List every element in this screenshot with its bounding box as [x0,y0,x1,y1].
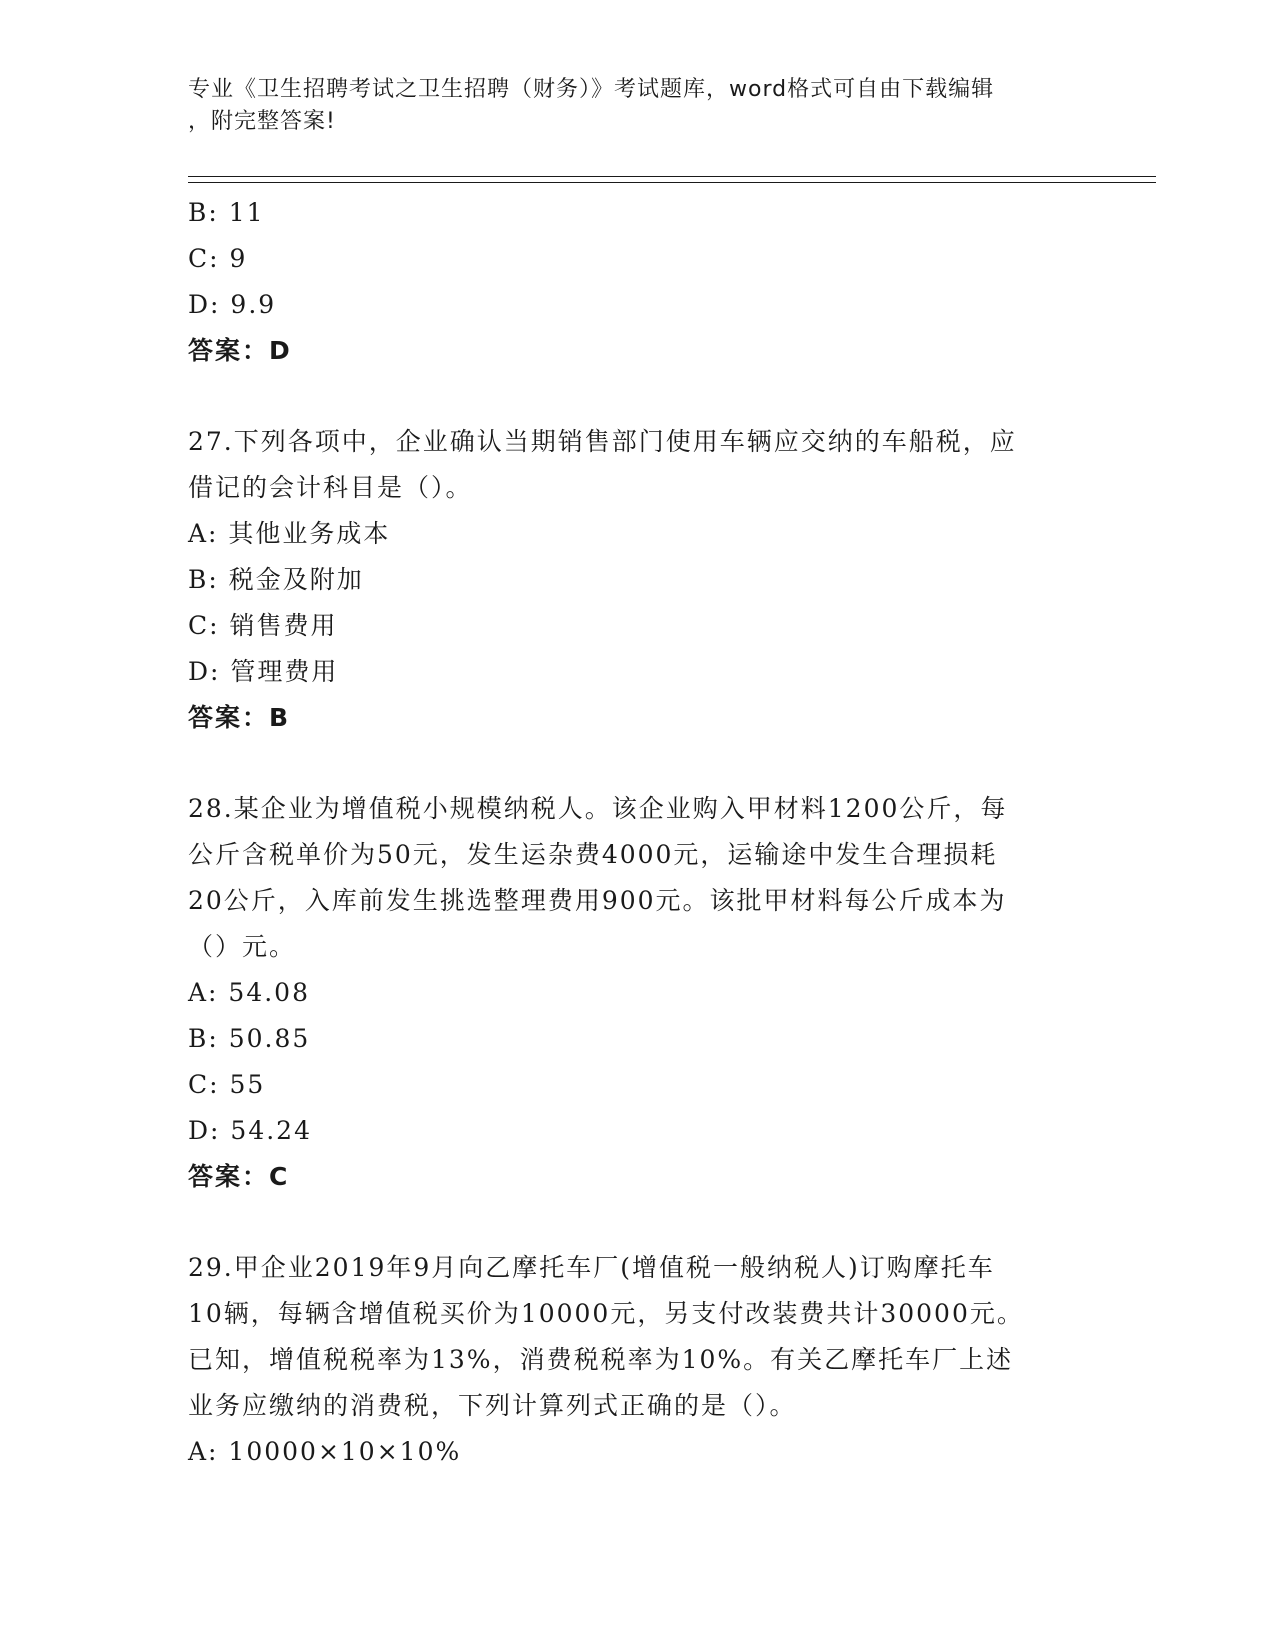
question-28 [188,786,1088,1200]
question-text-line: 28.某企业为增值税小规模纳税人。该企业购入甲材料1200公斤，每 [188,794,1008,823]
answer: 答案：C [188,1162,290,1191]
question-text-line: 已知，增值税税率为13%，消费税税率为10%。有关乙摩托车厂上述 [188,1345,1014,1374]
header-line-1: 专业《卫生招聘考试之卫生招聘（财务）》考试题库，word格式可自由下载编辑 [188,77,995,102]
option-d: D: 54.24 [188,1116,312,1145]
answer: 答案：D [188,336,292,365]
option-d: D: 9.9 [188,290,277,319]
question-text-line: 业务应缴纳的消费税，下列计算列式正确的是（）。 [188,1391,797,1420]
question-text-line: 27.下列各项中，企业确认当期销售部门使用车辆应交纳的车船税，应 [188,427,1017,456]
header-divider [188,176,1156,183]
option-b: B: 50.85 [188,1024,311,1053]
question-text-line: （）元。 [188,932,297,961]
option-c: C: 销售费用 [188,611,338,640]
question-text-line: 10辆，每辆含增值税买价为10000元，另支付改装费共计30000元。 [188,1299,1024,1328]
option-c: C: 9 [188,244,248,273]
option-a: A: 10000×10×10% [188,1437,462,1466]
spacer [188,374,1088,419]
question-list [188,190,1088,1475]
option-a: A: 其他业务成本 [188,519,391,548]
option-d: D: 管理费用 [188,657,339,686]
question-26-tail [188,190,1088,374]
option-b: B: 税金及附加 [188,565,364,594]
question-27 [188,419,1088,741]
header-line-2: ，附完整答案! [188,109,336,134]
option-c: C: 55 [188,1070,266,1099]
option-a: A: 54.08 [188,978,310,1007]
option-b: B: 11 [188,198,265,227]
page-header [188,74,1088,138]
answer: 答案：B [188,703,291,732]
spacer [188,1200,1088,1245]
question-text-line: 借记的会计科目是（）。 [188,473,473,502]
question-text-line: 公斤含税单价为50元，发生运杂费4000元，运输途中发生合理损耗 [188,840,998,869]
question-29 [188,1245,1088,1475]
question-text-line: 29.甲企业2019年9月向乙摩托车厂(增值税一般纳税人)订购摩托车 [188,1253,995,1282]
spacer [188,741,1088,786]
question-text-line: 20公斤，入库前发生挑选整理费用900元。该批甲材料每公斤成本为 [188,886,1007,915]
